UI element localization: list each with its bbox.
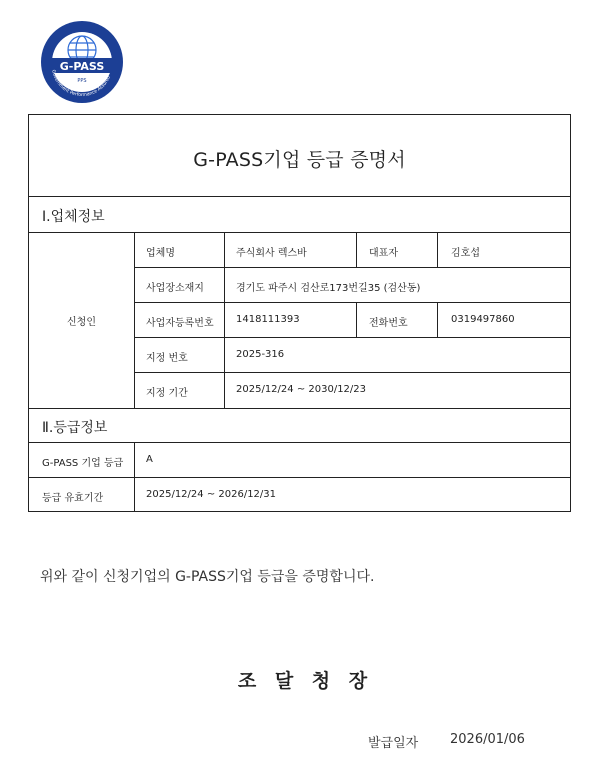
logo-text: G-PASS xyxy=(59,60,105,73)
phone-label: 전화번호 xyxy=(369,318,408,329)
grade-label: G-PASS 기업 등급 xyxy=(42,458,124,469)
issue-date-label: 발급일자 xyxy=(368,736,419,751)
representative-label: 대표자 xyxy=(369,248,398,259)
certification-statement: 위와 같이 신청기업의 G-PASS기업 등급을 증명합니다. xyxy=(40,569,375,585)
phone-value: 0319497860 xyxy=(451,314,515,325)
issuer-title: 조 달 청 장 xyxy=(237,670,374,692)
applicant-label: 신청인 xyxy=(67,317,96,328)
g-pass-logo xyxy=(40,20,124,104)
certificate-title: G-PASS기업 등급 증명서 xyxy=(193,149,406,171)
designation-number-value: 2025-316 xyxy=(236,349,285,360)
address-value: 경기도 파주시 검산로173번길35 (검산동) xyxy=(236,283,421,294)
logo-subtext: PPS xyxy=(77,78,87,84)
grade-value: A xyxy=(146,454,153,465)
designation-period-value: 2025/12/24 ~ 2030/12/23 xyxy=(236,384,367,395)
designation-number-label: 지정 번호 xyxy=(146,353,188,364)
logo-ring-text: Government Performance Assured xyxy=(50,69,112,99)
validity-label: 등급 유효기간 xyxy=(42,493,104,504)
representative-value: 김호섭 xyxy=(451,248,480,259)
business-number-label: 사업자등록번호 xyxy=(146,318,214,329)
business-number-value: 1418111393 xyxy=(236,314,300,325)
company-name-value: 주식회사 렉스바 xyxy=(236,248,307,259)
section-company-info-heading: Ⅰ.업체정보 xyxy=(42,209,105,225)
section-grade-info-heading: Ⅱ.등급정보 xyxy=(42,420,108,436)
designation-period-label: 지정 기간 xyxy=(146,388,188,399)
issue-date-value: 2026/01/06 xyxy=(450,732,525,747)
address-label: 사업장소재지 xyxy=(146,283,204,294)
company-name-label: 업체명 xyxy=(146,248,175,259)
certificate-table xyxy=(28,114,571,512)
validity-value: 2025/12/24 ~ 2026/12/31 xyxy=(146,489,277,500)
